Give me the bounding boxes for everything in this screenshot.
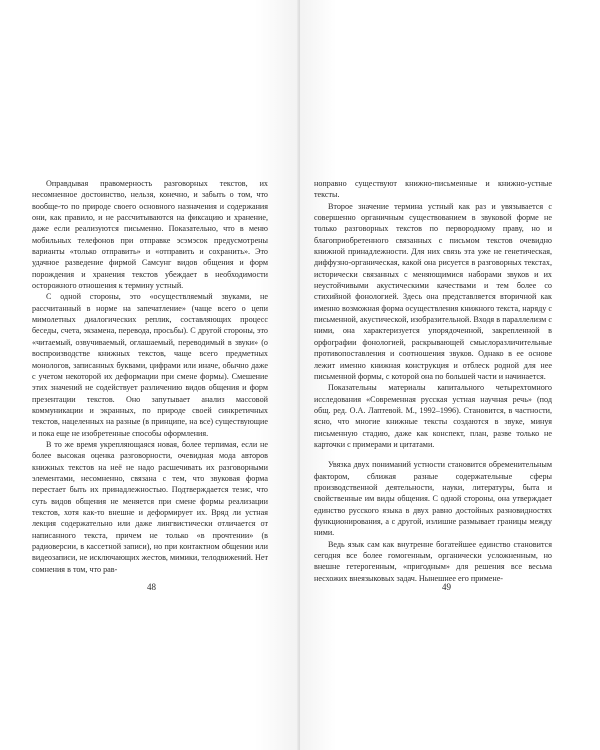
right-page-text	[314, 178, 552, 584]
left-page-text	[32, 178, 268, 575]
paragraph: Увязка двух пониманий устности становится обременительным фактором, сближая разные содержательные сферы производственной деятельности, науки, литературы, быта и свойственные им виды общения. С одной стороны, она утверждает единство русского языка в двух равно достойных разновидностях функционирования, а с другой, излишне размывает границы между ними.	[314, 460, 552, 538]
paragraph: Оправдывая правомерность разговорных текстов, их несомненное достоинство, нельзя, конечно, и забыть о том, что вообще-то по природе своего основного назначения и содержания они, как правило, и не рассчитываются на фиксацию и хранение, даже если реализуются письменно. Показательно, что в меню мобильных телефонов при отправке эсэмэсок предусмотрены варианты «только отправить» и «отправить и сохранить». Это удачное разведение фирмой Самсунг видов общения и форм порождения и хранения текстов убеждает в необходимости осторожного отношения к термину устный.	[32, 179, 268, 291]
paragraph: Второе значение термина устный как раз и увязывается с совершенно органичным существованием в звуковой форме не только разговорных текстов по первородному праву, но и благоприобретенного связанных с письмом текстов очевидно книжной принадлежности. Для них связь эта уже не генетическая, диффузно-органическая, какой она рисуется в разговорных текстах, исторически связанных с меняющимися наборами звуков и их неустойчивыми акустическими качествами и тем более со стихийной фонологией. Здесь она представляется вторичной как именно возможная форма осуществления книжного текста, наряду с письменной, акустической, изобразительной. Входя в параллелизм с ними, она характеризуется упорядоченной, закрепленной в орфографии фонологией, раскрывающей смыслоразличительные противопоставления и соотношения звуков. Однако в ее основе лежит именно книжная конструкция и отблеск родной для нее письменной формы, с которой она по большей части и начинается.	[314, 201, 552, 381]
paragraph: Ведь язык сам как внутренне богатейшее единство становится сегодня все более гомогенным, органически усложненным, но внешне гетерогенным, «пригодным» для решения все весьма несхожих внеязыковых задач. Нынешнее его примене-	[314, 539, 552, 583]
paragraph: Показательны материалы капитального четырехтомного исследования «Современная русская устная научная речь» (под общ. ред. О.А. Лаптевой. М., 1992–1996). Становится, в частности, ясно, что многие книжные тексты создаются в звуке, минуя письменную стадию, даже как конспект, план, разве только не карточки с примерами и цитатами.	[314, 383, 552, 449]
page-number: 48	[147, 582, 156, 592]
paragraph: С одной стороны, это «осуществляемый звуками, не рассчитанный в норме на запечатление» (чаще всего о цепи мимолетных диалогических реплик, составляющих процесс беседы, счета, экзамена, перевода, просьбы). С другой стороны, это «читаемый, озвучиваемый, оглашаемый, переводимый в звуки» (о воспроизводстве книжных текстов, чаще всего предметных монологов, записанных буквами, цифрами или иначе, обычно даже с учетом некоторой их деформации при смене формы). Смешение этих значений не содействует различению видов общения и форм презентации текстов. Оно запутывает анализ массовой коммуникации и экранных, по природе своей синкретичных текстов, нацеленных на разные (в принципе, на все) существующие и пока еще не изобретенные способы оформления.	[32, 292, 268, 438]
paragraph: ноправно существуют книжно-письменные и книжно-устные тексты.	[314, 179, 552, 200]
page-number: 49	[442, 582, 451, 592]
paragraph: В то же время укрепляющаяся новая, более терпимая, если не более высокая оценка разговорности, очевидная мода авторов книжных текстов на неё не надо расшечивать их разговорными элементами, несомненно, связана с тем, что звуковая форма перестает быть их принадлежностью. Подтверждается тезис, что суть видов общения не меняется при смене формы реализации текстов, хотя как-то внешне и деформирует их. Вряд ли устная лекция содержательно или даже лингвистически отличается от написанного текста, причем не только «в прочтении» (в радиоверсии, в кассетной записи), но при контактном общении или видеозаписи, не исключающих жестов, мимики, телодвижений. Нет сомнения в том, что рав-	[32, 439, 268, 574]
